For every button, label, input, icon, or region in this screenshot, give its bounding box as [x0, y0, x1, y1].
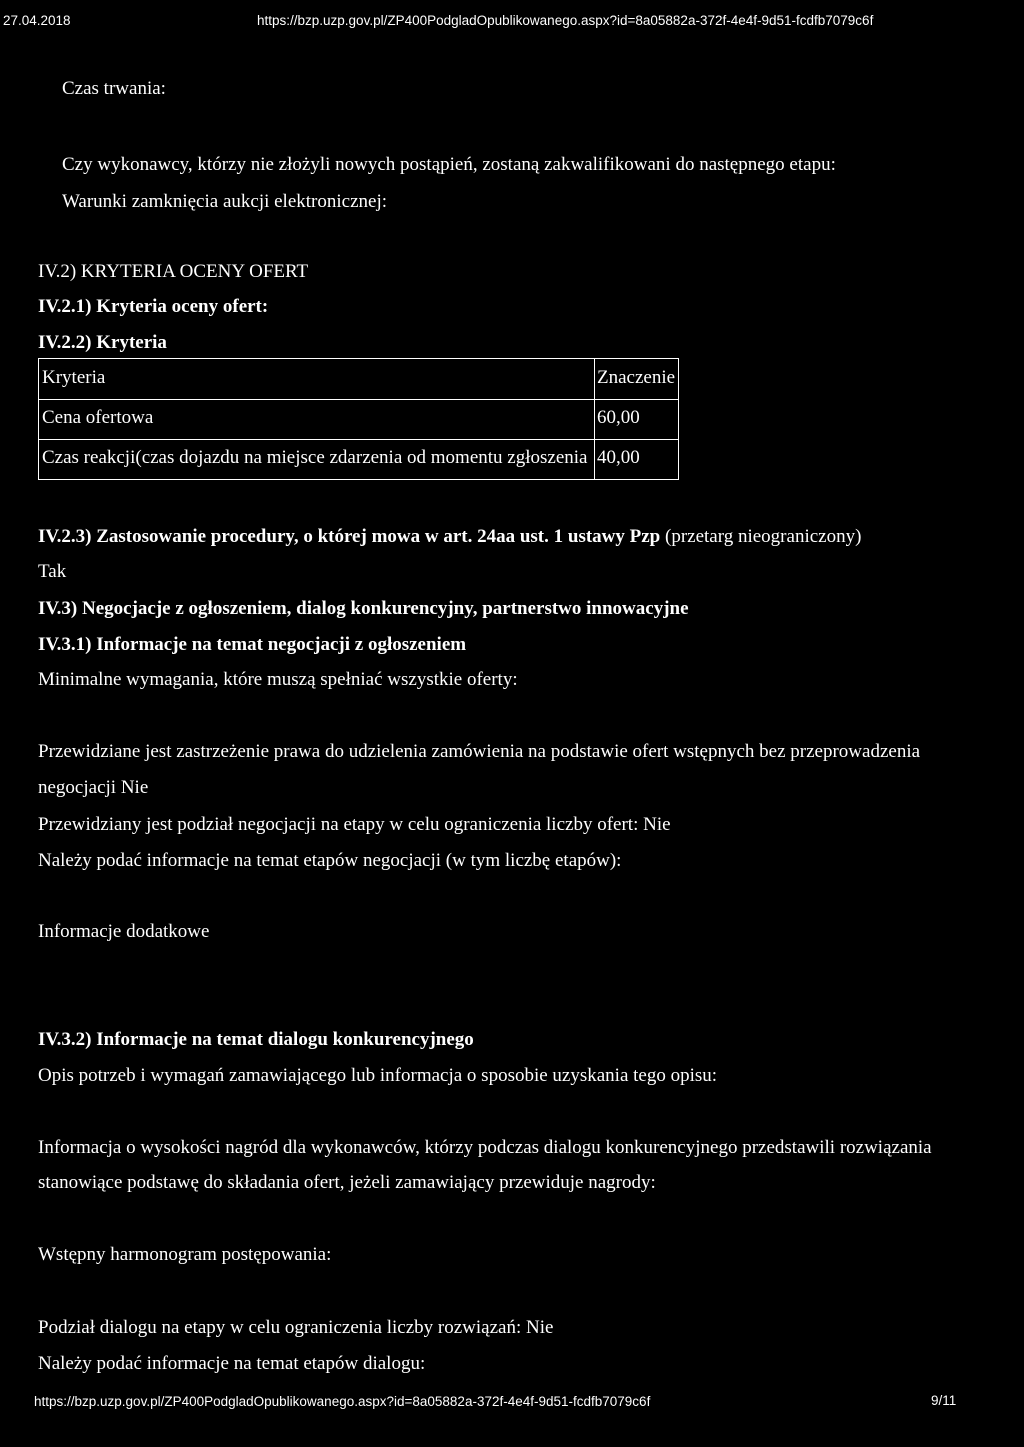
auction-qualify-label: Czy wykonawcy, którzy nie złożyli nowych postąpień, zostaną zakwalifikowani do następnego etapu: [62, 154, 836, 175]
negotiation-sub-heading: IV.3.1) Informacje na temat negocjacji z ogłoszeniem [38, 634, 467, 655]
criteria-weight-cell: 60,00 [597, 407, 640, 428]
dialogue-needs-description: Opis potrzeb i wymagań zamawiającego lub informacja o sposobie uzyskania tego opisu: [38, 1065, 718, 1086]
negotiation-stages-split: Przewidziany jest podział negocjacji na etapy w celu ograniczenia liczby ofert: Nie [38, 814, 671, 835]
page-url[interactable]: https://bzp.uzp.gov.pl/ZP400PodgladOpublikowanego.aspx?id=8a05882a-372f-4e4f-9d51-fcdfb7079c6f [257, 13, 874, 28]
weight-column-header: Znaczenie [597, 367, 676, 388]
negotiation-stages-info: Należy podać informacje na temat etapów negocjacji (w tym liczbę etapów): [38, 850, 622, 871]
criteria-heading: IV.2) KRYTERIA OCENY OFERT [38, 261, 309, 282]
criteria-name-cell: Cena ofertowa [42, 407, 154, 428]
auction-closing-label: Warunki zamknięcia aukcji elektronicznej: [62, 191, 388, 212]
negotiation-reservation-line2: negocjacji Nie [38, 777, 149, 798]
print-date: 27.04.2018 [3, 13, 71, 28]
procedure-heading [38, 527, 861, 546]
dialogue-schedule: Wstępny harmonogram postępowania: [38, 1244, 332, 1265]
procedure-heading-normal: (przetarg nieograniczony) [660, 526, 862, 547]
criteria-table [38, 358, 679, 480]
procedure-value: Tak [38, 561, 67, 582]
negotiation-reservation-line1: Przewidziane jest zastrzeżenie prawa do udzielenia zamówienia na podstawie ofert wstępnych bez przeprowadzenia [38, 741, 921, 762]
criteria-sub2-heading: IV.2.2) Kryteria [38, 332, 167, 353]
negotiation-additional-info: Informacje dodatkowe [38, 921, 210, 942]
auction-duration-label: Czas trwania: [62, 78, 166, 99]
footer-url[interactable]: https://bzp.uzp.gov.pl/ZP400PodgladOpublikowanego.aspx?id=8a05882a-372f-4e4f-9d51-fcdfb7079c6f [34, 1394, 651, 1409]
dialogue-prizes-line2: stanowiące podstawę do składania ofert, jeżeli zamawiający przewiduje nagrody: [38, 1172, 656, 1193]
negotiation-heading: IV.3) Negocjacje z ogłoszeniem, dialog konkurencyjny, partnerstwo innowacyjne [38, 598, 689, 619]
criteria-name-cell: Czas reakcji(czas dojazdu na miejsce zdarzenia od momentu zgłoszenia [42, 447, 588, 468]
table-row [39, 439, 678, 479]
dialogue-stages-info: Należy podać informacje na temat etapów dialogu: [38, 1353, 426, 1374]
page-number: 9/11 [931, 1393, 957, 1408]
dialogue-heading: IV.3.2) Informacje na temat dialogu konkurencyjnego [38, 1029, 474, 1050]
dialogue-stages-split: Podział dialogu na etapy w celu ograniczenia liczby rozwiązań: Nie [38, 1317, 554, 1338]
criteria-sub1-heading: IV.2.1) Kryteria oceny ofert: [38, 296, 269, 317]
criteria-column-header: Kryteria [42, 367, 106, 388]
dialogue-prizes-line1: Informacja o wysokości nagród dla wykonawców, którzy podczas dialogu konkurencyjnego przedstawili rozwiązania [38, 1137, 932, 1158]
negotiation-min-requirements: Minimalne wymagania, które muszą spełniać wszystkie oferty: [38, 669, 518, 690]
procedure-heading-bold: IV.2.3) Zastosowanie procedury, o której mowa w art. 24aa ust. 1 ustawy Pzp [38, 526, 661, 547]
table-row [39, 399, 678, 440]
criteria-weight-cell: 40,00 [597, 447, 640, 468]
criteria-table-header-row [39, 359, 678, 400]
